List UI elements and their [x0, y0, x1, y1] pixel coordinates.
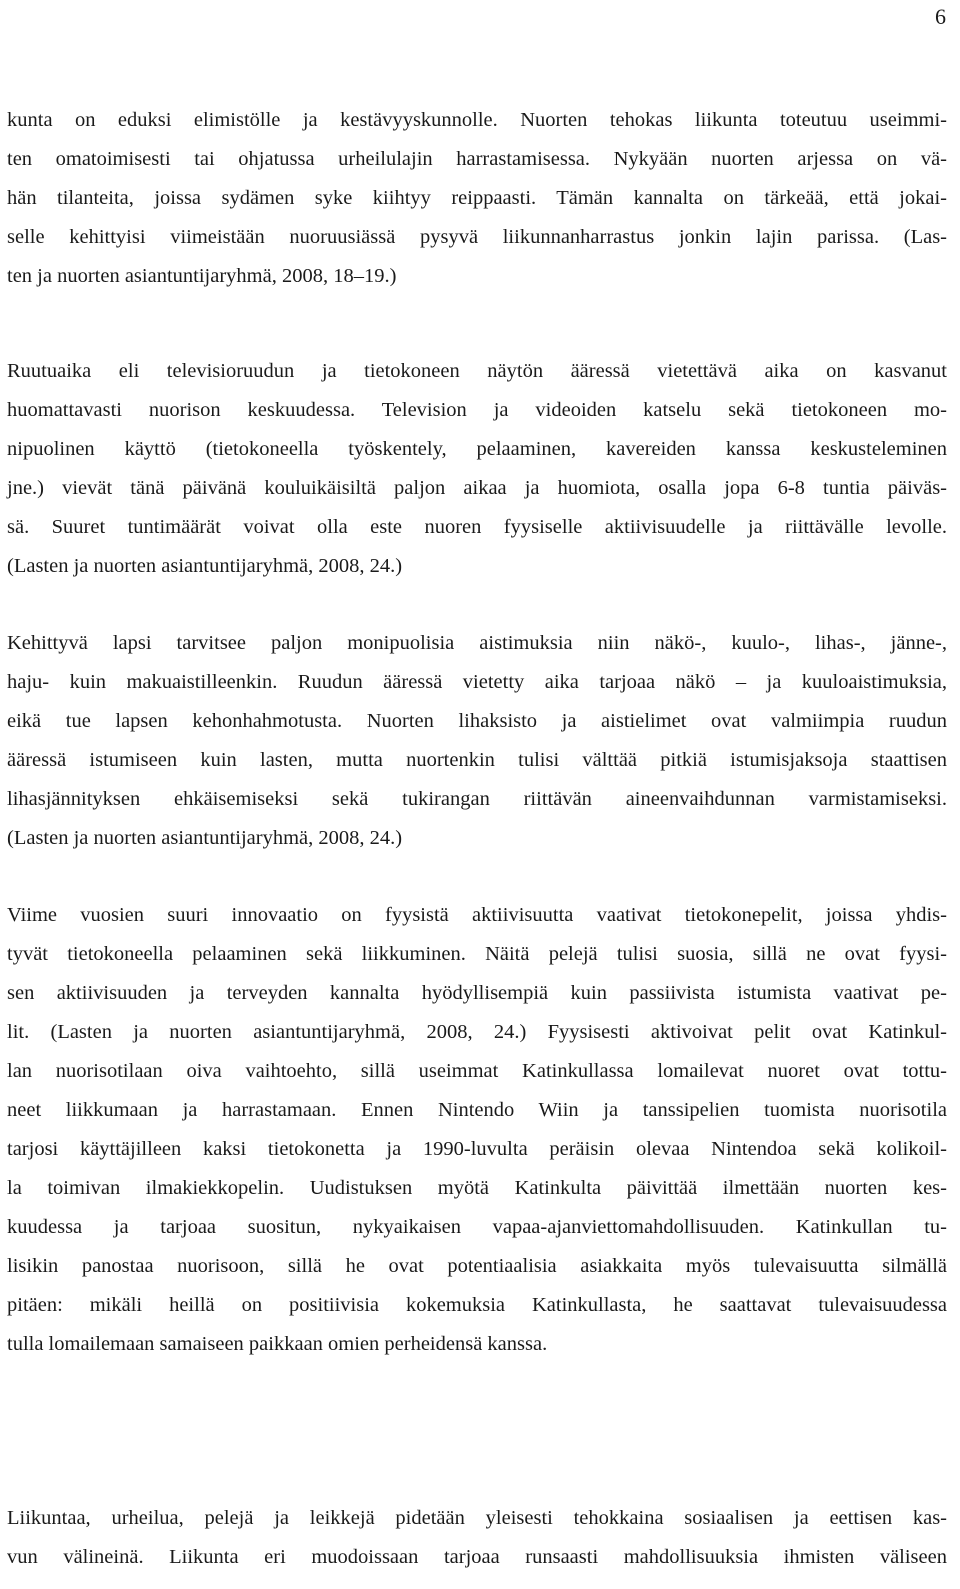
paragraph-4-line-11: pitäen: mikäli heillä on positiivisia kokemuksia Katinkullasta, he saattavat tulevaisuudessa: [7, 1294, 947, 1316]
paragraph-4-line-5: lan nuorisotilaan oiva vaihtoehto, sillä useimmat Katinkullassa lomailevat nuoret ovat tottu-: [7, 1060, 947, 1082]
paragraph-4-line-2: tyvät tietokoneella pelaaminen sekä liikkuminen. Näitä pelejä tulisi suosia, sillä ne ovat fyysi-: [7, 943, 947, 965]
paragraph-4-line-3: sen aktiivisuuden ja terveyden kannalta hyödyllisempiä kuin passiivista istumista vaativat pe-: [7, 982, 947, 1004]
paragraph-2-line-5: sä. Suuret tuntimäärät voivat olla este nuoren fyysiselle aktiivisuudelle ja riittävälle levolle.: [7, 516, 947, 538]
paragraph-4-line-8: la toimivan ilmakiekkopelin. Uudistuksen myötä Katinkulta päivittää ilmettään nuorten kes-: [7, 1177, 947, 1199]
paragraph-3-line-5: lihasjännityksen ehkäisemiseksi sekä tukirangan riittävän aineenvaihdunnan varmistamiseksi.: [7, 788, 947, 810]
paragraph-1-line-4: selle kehittyisi viimeistään nuoruusiässä pysyvä liikunnanharrastus jonkin lajin parissa. (Las-: [7, 226, 947, 248]
paragraph-4-line-4: lit. (Lasten ja nuorten asiantuntijaryhmä, 2008, 24.) Fyysisesti aktivoivat pelit ovat Katinkul-: [7, 1021, 947, 1043]
paragraph-5-line-2: vun välineinä. Liikunta eri muodoissaan tarjoaa runsaasti mahdollisuuksia ihmisten väliseen: [7, 1546, 947, 1568]
paragraph-1-line-1: kunta on eduksi elimistölle ja kestävyyskunnolle. Nuorten tehokas liikunta toteutuu useimmi-: [7, 109, 947, 131]
paragraph-4-line-10: lisikin panostaa nuorisoon, sillä he ovat potentiaalisia asiakkaita myös tulevaisuutta silmällä: [7, 1255, 947, 1277]
paragraph-3-line-6: (Lasten ja nuorten asiantuntijaryhmä, 2008, 24.): [7, 827, 403, 849]
paragraph-1-line-5: ten ja nuorten asiantuntijaryhmä, 2008, 18–19.): [7, 265, 397, 287]
paragraph-3-line-3: eikä tue lapsen kehonhahmotusta. Nuorten lihaksisto ja aistielimet ovat valmiimpia ruudun: [7, 710, 947, 732]
paragraph-4-line-12: tulla lomailemaan samaiseen paikkaan omien perheidensä kanssa.: [7, 1333, 548, 1355]
paragraph-3-line-2: haju- kuin makuaistilleenkin. Ruudun ääressä vietetty aika tarjoaa näkö – ja kuuloaistimuksia,: [7, 671, 947, 693]
paragraph-2-line-1: Ruutuaika eli televisioruudun ja tietokoneen näytön ääressä vietettävä aika on kasvanut: [7, 360, 947, 382]
paragraph-2-line-4: jne.) vievät tänä päivänä kouluikäisiltä paljon aikaa ja huomiota, osalla jopa 6-8 tuntia päiväs-: [7, 477, 947, 499]
paragraph-5-line-1: Liikuntaa, urheilua, pelejä ja leikkejä pidetään yleisesti tehokkaina sosiaalisen ja eettisen kas-: [7, 1507, 947, 1529]
paragraph-4-line-7: tarjosi käyttäjilleen kaksi tietokonetta ja 1990-luvulta peräisin olevaa Nintendoa sekä kolikoil-: [7, 1138, 947, 1160]
paragraph-1-line-2: ten omatoimisesti tai ohjatussa urheilulajin harrastamisessa. Nykyään nuorten arjessa on vä-: [7, 148, 947, 170]
paragraph-2-line-2: huomattavasti nuorison keskuudessa. Television ja videoiden katselu sekä tietokoneen mo-: [7, 399, 947, 421]
paragraph-1-line-3: hän tilanteita, joissa sydämen syke kiihtyy reippaasti. Tämän kannalta on tärkeää, että jokai-: [7, 187, 947, 209]
paragraph-4-line-6: neet liikkumaan ja harrastamaan. Ennen Nintendo Wiin ja tanssipelien tuomista nuorisotila: [7, 1099, 947, 1121]
paragraph-4-line-1: Viime vuosien suuri innovaatio on fyysistä aktiivisuutta vaativat tietokonepelit, joissa yhdis-: [7, 904, 947, 926]
paragraph-4-line-9: kuudessa ja tarjoaa suositun, nykyaikaisen vapaa-ajanviettomahdollisuuden. Katinkullan tu-: [7, 1216, 947, 1238]
paragraph-2-line-3: nipuolinen käyttö (tietokoneella työskentely, pelaaminen, kavereiden kanssa keskusteleminen: [7, 438, 947, 460]
paragraph-3-line-1: Kehittyvä lapsi tarvitsee paljon monipuolisia aistimuksia niin näkö-, kuulo-, lihas-, jänne-,: [7, 632, 947, 654]
paragraph-2-line-6: (Lasten ja nuorten asiantuntijaryhmä, 2008, 24.): [7, 555, 403, 577]
page-number: 6: [935, 4, 946, 29]
paragraph-3-line-4: ääressä istumiseen kuin lasten, mutta nuortenkin tulisi välttää pitkiä istumisjaksoja staattisen: [7, 749, 947, 771]
